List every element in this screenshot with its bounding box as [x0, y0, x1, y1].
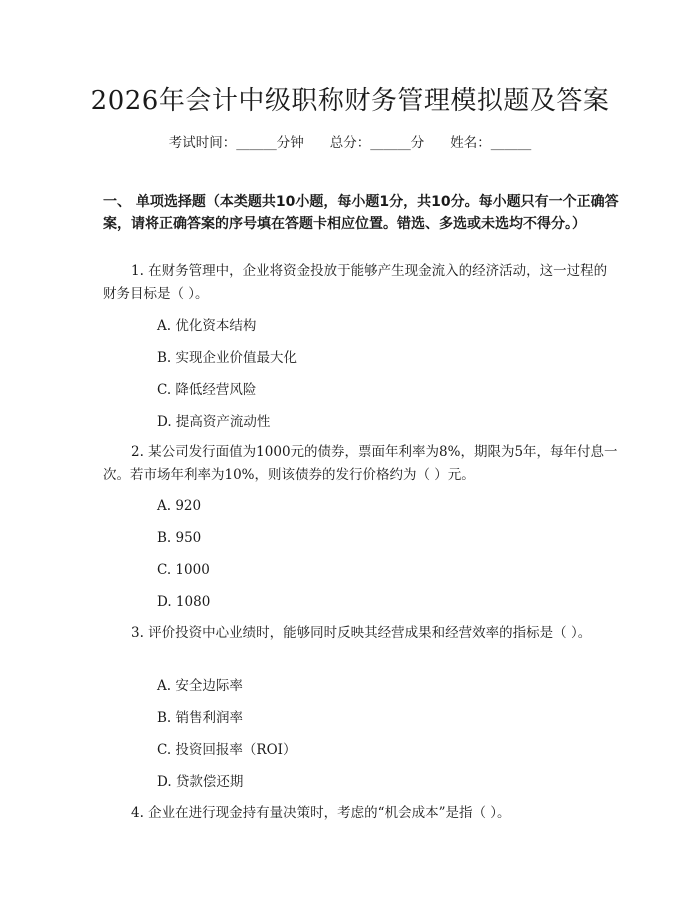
exam-info-line [0, 131, 700, 151]
question-3-option-c: C. 投资回报率（ROI） [157, 742, 297, 758]
question-2-option-d: D. 1080 [157, 594, 211, 610]
section-heading: 一、 单项选择题（本类题共10小题，每小题1分，共10分。每小题只有一个正确答案，请将正确答案的序号填在答题卡相应位置。错选、多选或未选均不得分。） [103, 194, 619, 232]
question-1-text: 1. 在财务管理中，企业将资金投放于能够产生现金流入的经济活动，这一过程的财务目标是（ ）。 [103, 263, 608, 302]
student-name-field: 姓名：______ [450, 135, 532, 151]
question-2-option-b: B. 950 [157, 530, 202, 546]
question-3-option-b: B. 销售利润率 [157, 710, 244, 726]
question-3-option-a: A. 安全边际率 [157, 678, 243, 694]
question-1-option-c: C. 降低经营风险 [157, 382, 257, 398]
question-3-text: 3. 评价投资中心业绩时，能够同时反映其经营成果和经营效率的指标是（ ）。 [131, 625, 592, 641]
total-score-field: 总分：______分 [329, 135, 425, 151]
question-2-option-a: A. 920 [157, 498, 202, 514]
question-1-option-d: D. 提高资产流动性 [157, 414, 271, 430]
page-title: 2026年会计中级职称财务管理模拟题及答案 [90, 86, 610, 116]
question-2-text: 2. 某公司发行面值为1000元的债券，票面年利率为8%，期限为5年，每年付息一次。若市场年利率为10%，则该债券的发行价格约为（ ）元。 [103, 444, 618, 483]
question-1-option-b: B. 实现企业价值最大化 [157, 350, 298, 366]
question-2-option-c: C. 1000 [157, 562, 210, 578]
question-1-option-a: A. 优化资本结构 [157, 318, 257, 334]
exam-time-field: 考试时间：______分钟 [168, 135, 304, 151]
question-3-option-d: D. 贷款偿还期 [157, 774, 244, 790]
question-4-text: 4. 企业在进行现金持有量决策时，考虑的“机会成本”是指（ ）。 [131, 805, 511, 821]
